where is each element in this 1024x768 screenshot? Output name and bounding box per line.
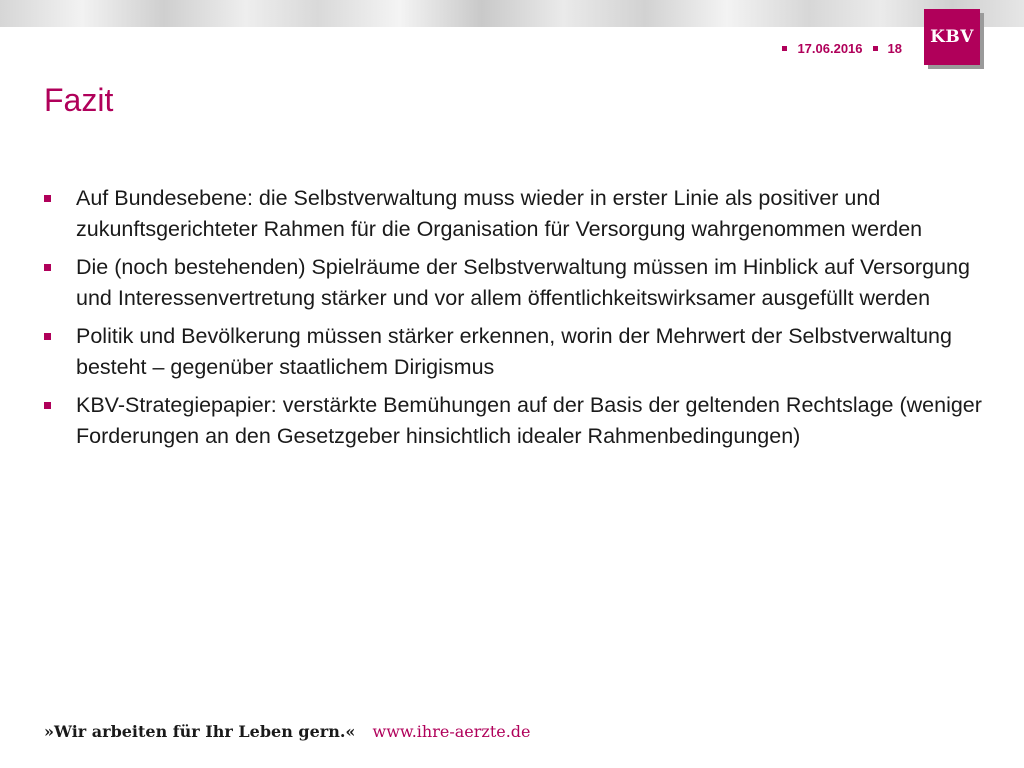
slide-footer [44, 722, 531, 741]
bullet-text: Politik und Bevölkerung müssen stärker erkennen, worin der Mehrwert der Selbstverwaltung besteht – gegenüber staatlichem Dirigismus [76, 324, 952, 379]
slide-date: 17.06.2016 [797, 40, 863, 56]
bullet-item [44, 252, 984, 314]
meta-bullet-icon [873, 46, 878, 51]
footer-slogan: »Wir arbeiten für Ihr Leben gern.« [44, 722, 356, 741]
meta-bullet-icon [782, 46, 787, 51]
bullet-list [44, 183, 984, 459]
logo-text: KBV [930, 27, 974, 47]
slide-meta [782, 40, 902, 56]
bullet-item [44, 183, 984, 245]
bullet-item [44, 321, 984, 383]
bullet-item [44, 390, 984, 452]
slide-title: Fazit [44, 82, 114, 118]
kbv-logo [924, 9, 980, 65]
bullet-text: Auf Bundesebene: die Selbstverwaltung muss wieder in erster Linie als positiver und zukunftsgerichteter Rahmen für die Organisation für Versorgung wahrgenommen werden [76, 186, 923, 241]
bullet-text: Die (noch bestehenden) Spielräume der Selbstverwaltung müssen im Hinblick auf Versorgung und Interessenvertretung stärker und vor allem öffentlichkeitswirksamer ausgefüllt werden [76, 255, 970, 310]
square-bullet-icon [44, 195, 51, 202]
decorative-header-band [0, 0, 1024, 27]
square-bullet-icon [44, 333, 51, 340]
square-bullet-icon [44, 402, 51, 409]
square-bullet-icon [44, 264, 51, 271]
footer-url-link[interactable]: www.ihre-aerzte.de [372, 722, 531, 741]
slide-page-number: 18 [887, 40, 902, 56]
bullet-text: KBV-Strategiepapier: verstärkte Bemühungen auf der Basis der geltenden Rechtslage (weniger Forderungen an den Gesetzgeber hinsichtlich idealer Rahmenbedingungen) [76, 393, 982, 448]
